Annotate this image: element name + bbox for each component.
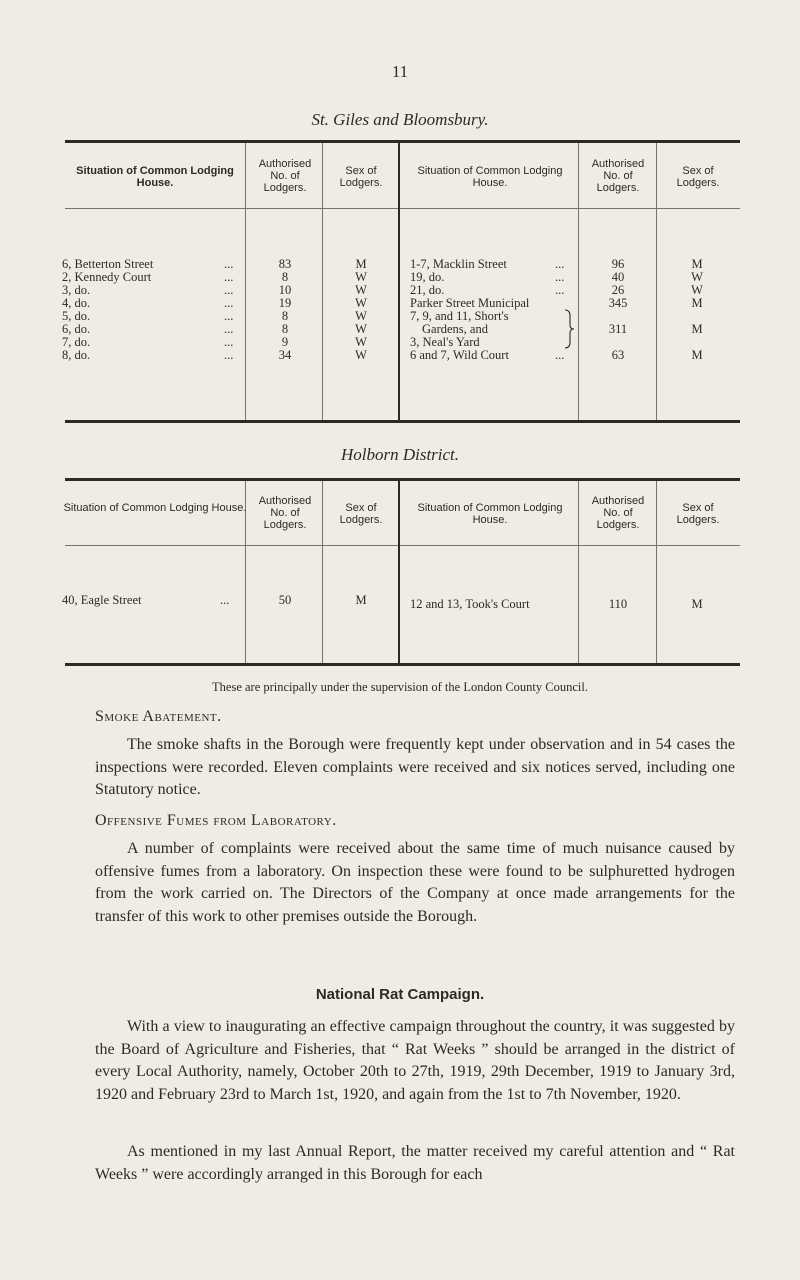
rat-paragraph-2: As mentioned in my last Annual Report, the matter received my careful attention and “ Rat Weeks ” were accordingly arranged in this Borough for each bbox=[95, 1143, 735, 1183]
lodgers-cell: 311 bbox=[608, 322, 628, 336]
situation-cell: 21, do. bbox=[410, 283, 445, 297]
lodgers-cell: 40 bbox=[611, 270, 625, 284]
situation-cell: 3, do. bbox=[62, 283, 91, 297]
lodgers-cell: 34 bbox=[278, 348, 292, 362]
table1-col-divider bbox=[578, 143, 579, 420]
lodgers-cell: 19 bbox=[278, 296, 292, 310]
smoke-paragraph: The smoke shafts in the Borough were frequently kept under observation and in 54 cases the inspections were recorded. Eleven complaints were received and six notices served, including one Statutory notice. bbox=[95, 736, 735, 799]
table2-header-authorised-right: Authorised No. of Lodgers. bbox=[591, 495, 645, 531]
table2-col-divider bbox=[578, 481, 579, 663]
lodgers-cell: 63 bbox=[611, 348, 625, 362]
leader-dots: ... bbox=[555, 257, 565, 271]
grouping-brace-icon bbox=[563, 308, 575, 350]
sex-cell: W bbox=[355, 283, 367, 297]
situation-cell: 4, do. bbox=[62, 296, 91, 310]
situation-cell: 40, Eagle Street bbox=[62, 593, 142, 607]
situation-cell: 12 and 13, Took's Court bbox=[410, 597, 530, 611]
table2-title: Holborn District. bbox=[340, 445, 460, 464]
situation-cell: Parker Street Municipal bbox=[410, 296, 530, 310]
lodgers-cell: 83 bbox=[278, 257, 292, 271]
sex-cell: W bbox=[691, 270, 703, 284]
leader-dots: ... bbox=[224, 283, 234, 297]
supervision-note: These are principally under the supervision of the London County Council. bbox=[212, 680, 588, 694]
lodgers-cell: 9 bbox=[281, 335, 289, 349]
leader-dots: ... bbox=[224, 348, 234, 362]
rat-paragraph-1: With a view to inaugurating an effective campaign throughout the country, it was suggested by the Board of Agriculture and Fisheries, that “ Rat Weeks ” should be arranged in the district of every Local Authority, namely, October 20th to 27th, 1919, 29th December, 1919 to January 3rd, 1920 and February 23rd to March 1st, 1920, and again from the 1st to 7th November, 1920. bbox=[95, 1018, 735, 1103]
sex-cell: W bbox=[355, 270, 367, 284]
situation-cell: 7, do. bbox=[62, 335, 91, 349]
lodgers-cell: 26 bbox=[611, 283, 625, 297]
situation-cell: 6, do. bbox=[62, 322, 91, 336]
leader-dots: ... bbox=[555, 283, 565, 297]
sex-cell: M bbox=[355, 593, 367, 607]
situation-cell: 3, Neal's Yard bbox=[410, 335, 480, 349]
sex-cell: W bbox=[355, 309, 367, 323]
sex-cell: W bbox=[355, 335, 367, 349]
table1-col-divider bbox=[656, 143, 657, 420]
situation-cell: 1-7, Macklin Street bbox=[410, 257, 507, 271]
leader-dots: ... bbox=[555, 348, 565, 362]
fumes-paragraph: A number of complaints were received about the same time of much nuisance caused by offensive fumes from a laboratory. On inspection these were found to be sulphuretted hydrogen from the work carried on. The Directors of the Company at once made arrangements for the transfer of this work to other premises outside the Borough. bbox=[95, 840, 735, 925]
situation-cell: 7, 9, and 11, Short's bbox=[410, 309, 509, 323]
page-number: 11 bbox=[391, 62, 409, 81]
situation-cell: 2, Kennedy Court bbox=[62, 270, 152, 284]
table1-col-divider bbox=[322, 143, 323, 420]
table1-header-sex-left: Sex of Lodgers. bbox=[339, 165, 383, 189]
table2-header-rule bbox=[65, 545, 740, 546]
sex-cell: M bbox=[691, 597, 703, 611]
situation-cell: 8, do. bbox=[62, 348, 91, 362]
table2-top-rule bbox=[65, 478, 740, 481]
sex-cell: W bbox=[355, 296, 367, 310]
table2-header-situation-left: Situation of Common Lodging House. bbox=[63, 502, 247, 514]
sex-cell: M bbox=[691, 348, 703, 362]
smoke-heading: Smoke Abatement. bbox=[95, 708, 222, 725]
leader-dots: ... bbox=[220, 593, 230, 607]
situation-cell: 19, do. bbox=[410, 270, 445, 284]
leader-dots: ... bbox=[224, 257, 234, 271]
sex-cell: W bbox=[355, 348, 367, 362]
sex-cell: M bbox=[355, 257, 367, 271]
sex-cell: M bbox=[691, 257, 703, 271]
table2-bottom-rule bbox=[65, 663, 740, 666]
fumes-heading: Offensive Fumes from Laboratory. bbox=[95, 812, 337, 829]
sex-cell: M bbox=[691, 322, 703, 336]
lodgers-cell: 110 bbox=[608, 597, 628, 611]
rat-campaign-heading: National Rat Campaign. bbox=[315, 986, 485, 1003]
situation-cell: 6 and 7, Wild Court bbox=[410, 348, 509, 362]
lodgers-cell: 345 bbox=[608, 296, 628, 310]
table1-bottom-rule bbox=[65, 420, 740, 423]
lodgers-cell: 8 bbox=[281, 322, 289, 336]
table2-header-situation-right: Situation of Common Lodging House. bbox=[417, 502, 563, 526]
lodgers-cell: 50 bbox=[278, 593, 292, 607]
table1-middle-divider bbox=[398, 143, 400, 420]
leader-dots: ... bbox=[224, 270, 234, 284]
leader-dots: ... bbox=[224, 296, 234, 310]
lodgers-cell: 96 bbox=[611, 257, 625, 271]
table1-header-situation-right: Situation of Common Lodging House. bbox=[417, 165, 563, 189]
table1-header-authorised-right: Authorised No. of Lodgers. bbox=[591, 158, 645, 194]
table1-top-rule bbox=[65, 140, 740, 143]
leader-dots: ... bbox=[224, 335, 234, 349]
leader-dots: ... bbox=[555, 270, 565, 284]
situation-cell: 6, Betterton Street bbox=[62, 257, 154, 271]
lodgers-cell: 10 bbox=[278, 283, 292, 297]
lodgers-cell: 8 bbox=[281, 309, 289, 323]
situation-cell: 5, do. bbox=[62, 309, 91, 323]
table2-middle-divider bbox=[398, 481, 400, 663]
leader-dots: ... bbox=[224, 322, 234, 336]
table1-header-authorised-left: Authorised No. of Lodgers. bbox=[258, 158, 312, 194]
table1-title: St. Giles and Bloomsbury. bbox=[311, 110, 489, 129]
table2-col-divider bbox=[322, 481, 323, 663]
table2-header-sex-left: Sex of Lodgers. bbox=[339, 502, 383, 526]
table2-header-authorised-left: Authorised No. of Lodgers. bbox=[258, 495, 312, 531]
table1-header-rule bbox=[65, 208, 740, 209]
table2-col-divider bbox=[656, 481, 657, 663]
lodgers-cell: 8 bbox=[281, 270, 289, 284]
sex-cell: M bbox=[691, 296, 703, 310]
sex-cell: W bbox=[355, 322, 367, 336]
sex-cell: W bbox=[691, 283, 703, 297]
table1-header-situation-left: Situation of Common Lodging House. bbox=[76, 165, 234, 189]
situation-cell: Gardens, and bbox=[422, 322, 488, 336]
leader-dots: ... bbox=[224, 309, 234, 323]
table1-header-sex-right: Sex of Lodgers. bbox=[676, 165, 720, 189]
table2-header-sex-right: Sex of Lodgers. bbox=[676, 502, 720, 526]
